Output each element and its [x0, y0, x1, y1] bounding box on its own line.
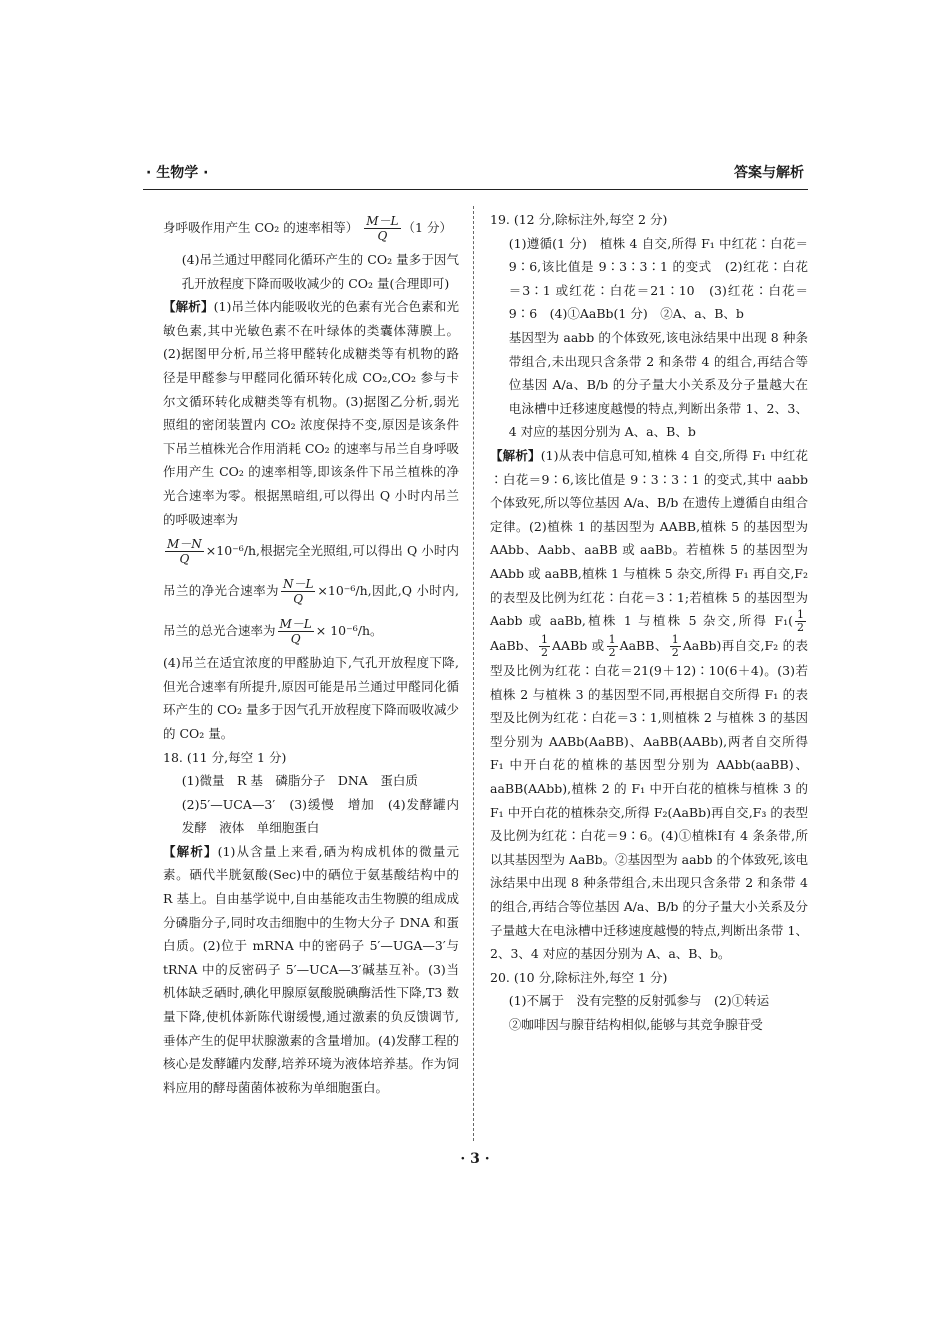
analysis-q17-4: (4)吊兰在适宜浓度的甲醛胁迫下,气孔开放程度下降,但光合速率有所提升,原因可能是吊兰通过甲醛同化循环产生的 CO₂ 量多于因气孔开放程度下降而吸收减少的 CO₂ 量。 — [163, 655, 459, 741]
frac-num: 1 — [671, 633, 679, 647]
answer-q19: (1)遵循(1 分) 植株 4 自交,所得 F₁ 中红花∶白花＝9∶6,该比值是 9∶3∶3∶1 的变式 (2)红花∶白花＝3∶1 或红花∶白花＝21∶10 (3)红花∶白花＝9∶6 (4)①AaBb(1 分) ②A、a、B、b — [508, 235, 808, 322]
answer-line-q17-3 — [163, 208, 459, 248]
frac-den: 2 — [671, 646, 679, 660]
analysis-text: AaBb)再自交,F₂ 的表型及比例为红花∶白花＝21(9＋12)∶10(6＋4)。(3)若植株 2 与植株 3 的基因型不同,再根据自交所得 F₁ 的表型及比例为红花∶白花＝3∶1,则植株 2 与植株 3 的基因型分别为 AABb(AaBB)、AaBB(AABb),两者自交所得 F₁ 中开白花的植株的基因型分别为 AAbb(aaBB)、aaBB(AAbb),植株 2 的 F₁ 中开白花的植株与植株 3 的 F₁ 中开白花的植株杂交,所得 F₂(AaBb)再自交,F₃ 的表型及比例为红花∶白花＝9∶6。(4)①植株Ⅰ有 4 条条带,所以其基因型为 AaBb。②基因型为 aabb 的个体致死,该电泳结果中出现 8 种条带组合,未出现只含条带 2 和条带 4 的组合,再结合等位基因 A/a、B/b 的分子量大小关系及分子量越大在电泳槽中迁移速度越慢的特点,判断出条带 1、2、3、4 对应的基因分别为 A、a、B、b。 — [490, 638, 808, 962]
answer-text: 身呼吸作用产生 CO₂ 的速率相等） — [163, 220, 359, 235]
right-column — [490, 208, 808, 1037]
answer-q18-2: (2)5′—UCA—3′ (3)缓慢 增加 (4)发酵罐内发酵 液体 单细胞蛋白 — [181, 796, 459, 836]
analysis-q19 — [490, 444, 808, 966]
analysis-text: ×10⁻⁶/h,根据完全光照组,可以得出 Q 小时内吊兰的净光合速率为 — [163, 543, 459, 599]
analysis-label: 【解析】 — [163, 843, 218, 859]
frac-den: Q — [290, 632, 301, 647]
analysis-q18 — [163, 840, 459, 1100]
answer-q17-4: (4)吊兰通过甲醛同化循环产生的 CO₂ 量多于因气孔开放程度下降而吸收减少的 CO₂ 量(合理即可) — [181, 252, 459, 291]
page-number: · 3 · — [460, 1151, 490, 1167]
answer-q18-1: (1)微量 R 基 磷脂分子 DNA 蛋白质 — [181, 773, 418, 789]
frac-den: Q — [293, 592, 304, 607]
analysis-text: AaBB、 — [619, 638, 668, 654]
analysis-label: 【解析】 — [490, 447, 541, 463]
frac-den: 2 — [541, 646, 549, 660]
analysis-text: AaBb、 — [490, 638, 538, 654]
fraction-one-half — [539, 634, 550, 659]
frac-num: N－L — [282, 577, 314, 592]
header-title: 答案与解析 — [734, 165, 804, 181]
frac-den: Q — [377, 229, 388, 243]
analysis-q17 — [163, 295, 459, 531]
analysis-text: (1)从含量上来看,硒为构成机体的微量元素。硒代半胱氨酸(Sec)中的硒位于氨基酸结构中的 R 基上。自由基学说中,自由基能攻击生物膜的组成成分磷脂分子,同时攻击细胞中的生物大分子 DNA 和蛋白质。(2)位于 mRNA 中的密码子 5′—UGA—3′与 tRNA 中的反密码子 5′—UCA—3′碱基互补。(3)当机体缺乏硒时,碘化甲腺原氨酸脱碘酶活性下降,T3 数量下降,使机体新陈代谢缓慢,通过激素的负反馈调节,垂体产生的促甲状腺激素的含量增加。(4)发酵工程的核心是发酵罐内发酵,培养环境为液体培养基。作为饲料应用的酵母菌菌体被称为单细胞蛋白。 — [163, 843, 459, 1095]
frac-den: 2 — [797, 621, 804, 635]
analysis-text: AABb 或 — [552, 638, 605, 654]
fraction-n-minus-l — [281, 577, 315, 606]
fraction-m-minus-l-2 — [278, 617, 314, 646]
frac-num: M－N — [167, 537, 202, 552]
fraction-one-half — [795, 609, 806, 634]
analysis-text: ×10⁻⁶/h,因此,Q 小时内,吊兰的总光合速率为 — [163, 583, 459, 639]
column-divider — [473, 206, 474, 1141]
header-subject: · 生物学 · — [146, 165, 209, 181]
frac-den: Q — [179, 552, 190, 567]
frac-den: 2 — [608, 646, 616, 660]
header-rule — [143, 189, 808, 190]
question-18-heading: 18. (11 分,每空 1 分) — [163, 749, 287, 765]
left-column — [163, 208, 459, 1099]
answer-q20-2: ②咖啡因与腺苷结构相似,能够与其竞争腺苷受 — [508, 1017, 763, 1032]
analysis-text: × 10⁻⁶/h。 — [315, 623, 383, 639]
analysis-text: (1)吊兰体内能吸收光的色素有光合色素和光敏色素,其中光敏色素不在叶绿体的类囊体薄膜上。(2)据图甲分析,吊兰将甲醛转化成糖类等有机物的路径是甲醛参与甲醛同化循环转化成 CO₂,CO₂ 参与卡尔文循环转化成糖类等有机物。(3)据图乙分析,弱光照组的密闭装置内 CO₂ 浓度保持不变,原因是该条件下吊兰植株光合作用消耗 CO₂ 的速率与吊兰自身呼吸作用产生 CO₂ 的速率相等,即该条件下吊兰植株的净光合速率为零。根据黑暗组,可以得出 Q 小时内吊兰的呼吸速率为 — [163, 299, 459, 527]
frac-num: 1 — [541, 633, 549, 647]
answer-score: （1 分） — [402, 220, 452, 235]
answer-q20-1: (1)不属于 没有完整的反射弧参与 (2)①转运 — [508, 993, 770, 1009]
fraction-one-half — [670, 634, 681, 659]
frac-num: M－L — [279, 617, 312, 632]
fraction-one-half — [607, 634, 618, 659]
question-19-heading: 19. (12 分,除标注外,每空 2 分) — [490, 212, 668, 227]
fraction-m-minus-l — [364, 214, 400, 243]
answer-q19-4: 基因型为 aabb 的个体致死,该电泳结果中出现 8 种条带组合,未出现只含条带 2 和条带 4 的组合,再结合等位基因 A/a、B/b 的分子量大小关系及分子量越大在电泳槽中迁移速度越慢的特点,判断出条带 1、2、3、4 对应的基因分别为 A、a、B、b — [508, 329, 808, 440]
question-20-heading: 20. (10 分,除标注外,每空 1 分) — [490, 969, 668, 985]
frac-num: 1 — [797, 608, 804, 622]
fraction-m-minus-n — [165, 537, 204, 566]
analysis-q17-formula-1 — [163, 531, 459, 651]
analysis-label: 【解析】 — [163, 299, 214, 315]
frac-num: M－L — [366, 214, 399, 228]
analysis-text: (1)从表中信息可知,植株 4 自交,所得 F₁ 中红花∶白花＝9∶6,该比值是 9∶3∶3∶1 的变式,其中 aabb 个体致死,所以等位基因 A/a、B/b 在遗传上遵循自由组合定律。(2)植株 1 的基因型为 AABB,植株 5 的基因型为 AAbb、Aabb、aaBB 或 aaBb。若植株 5 的基因型为 AAbb 或 aaBB,植株 1 与植株 5 杂交,所得 F₁ 再自交,F₂ 的表型及比例为红花∶白花＝3∶1;若植株 5 的基因型为 Aabb 或 aaBb,植株 1 与植株 5 杂交,所得 F₁( — [490, 447, 808, 629]
frac-num: 1 — [608, 633, 616, 647]
